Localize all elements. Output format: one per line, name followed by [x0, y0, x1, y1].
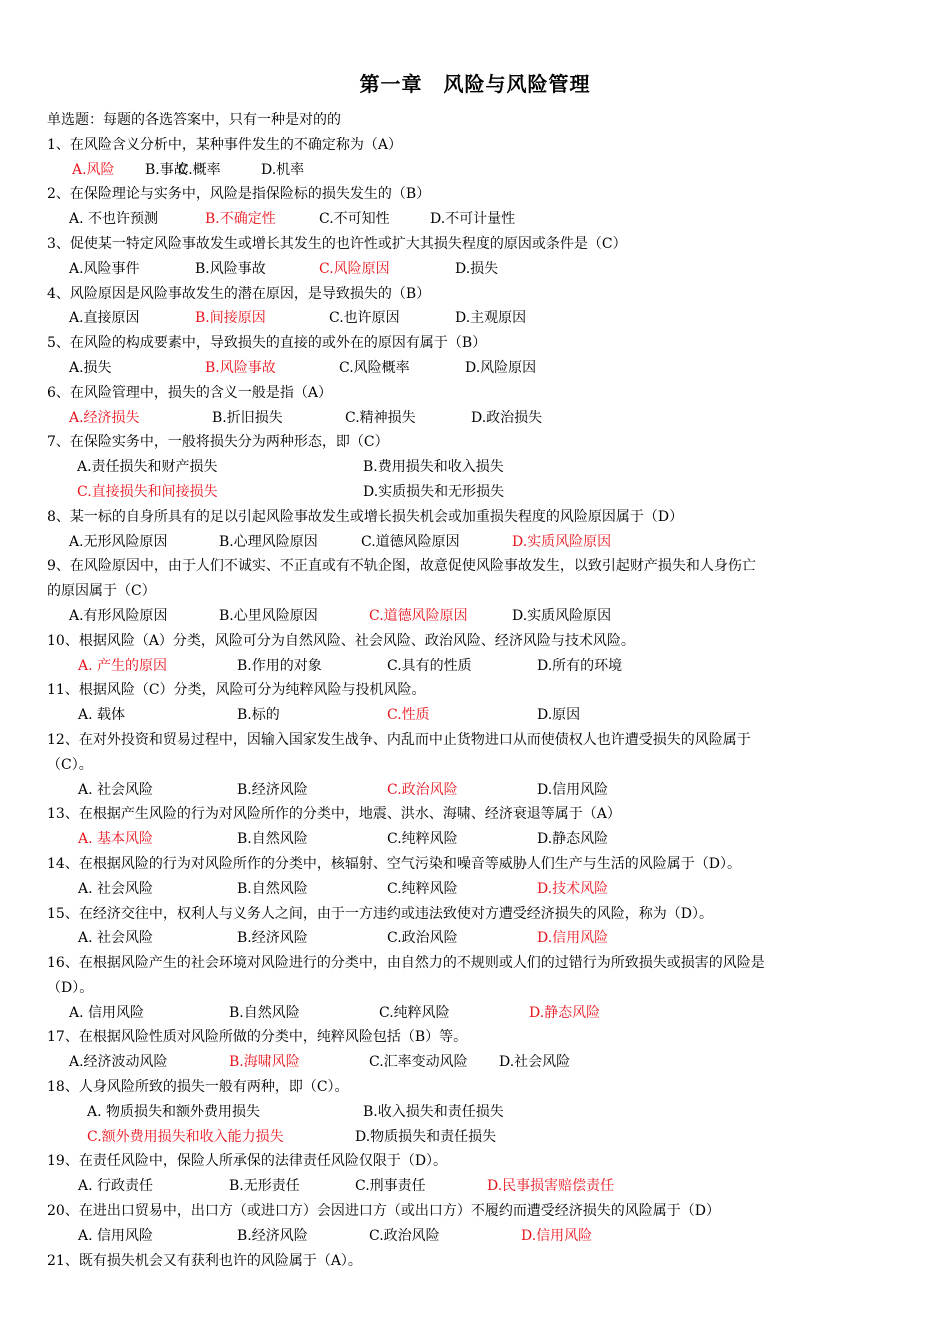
answer-option: C.汇率变动风险: [369, 1054, 468, 1071]
options-row: [47, 1001, 907, 1026]
answer-option: D.不可计量性: [430, 211, 516, 228]
question-stem: 17、在根据风险性质对风险所做的分类中，纯粹风险包括（B）等。: [47, 1029, 468, 1046]
answer-option-correct: B.不确定性: [205, 211, 276, 228]
answer-option: A.直接原因: [69, 310, 140, 327]
answer-option: C.刑事责任: [355, 1178, 426, 1195]
answer-option: D.风险原因: [465, 359, 537, 376]
answer-option: D.社会风险: [499, 1054, 571, 1071]
answer-option: A. 社会风险: [78, 880, 154, 897]
options-row: [47, 877, 907, 902]
answer-option-correct: A.经济损失: [69, 409, 140, 426]
options-row: [47, 926, 907, 951]
answer-option: C.精神损失: [345, 409, 416, 426]
answer-option: B.折旧损失: [212, 409, 283, 426]
question-stem: 1、在风险含义分析中，某种事件发生的不确定称为（A）: [47, 136, 403, 153]
answer-option-correct: C.直接损失和间接损失: [77, 483, 218, 500]
answer-option: B.无形责任: [229, 1178, 300, 1195]
question-stem: 12、在对外投资和贸易过程中，因输入国家发生战争、内乱而中止货物进口从而使债权人也许遭受损失的风险属于: [47, 731, 751, 748]
answer-option: D.政治损失: [471, 409, 543, 426]
options-row: [47, 480, 907, 505]
answer-option: D.所有的环境: [537, 657, 623, 674]
answer-option: A.无形风险原因: [69, 533, 168, 550]
question-stem: 8、某一标的自身所具有的足以引起风险事故发生或增长损失机会或加重损失程度的风险原因属于（D）: [47, 508, 684, 525]
answer-option-correct: D.民事损害赔偿责任: [487, 1178, 615, 1195]
answer-option: A.风险事件: [69, 260, 140, 277]
answer-option-correct: C.额外费用损失和收入能力损失: [87, 1128, 284, 1145]
answer-option: D.信用风险: [537, 781, 609, 798]
answer-option-correct: A.风险: [72, 161, 115, 178]
question-stem: 4、风险原因是风险事故发生的潜在原因，是导致损失的（B）: [47, 285, 431, 302]
answer-option: B.经济风险: [237, 930, 308, 947]
question-stem: 9、在风险原因中，由于人们不诚实、不正直或有不轨企图，故意促使风险事故发生，以致引起财产损失和人身伤亡: [47, 558, 756, 575]
options-row: [47, 1100, 907, 1125]
answer-option: A. 信用风险: [69, 1004, 145, 1021]
answer-option: B.心里风险原因: [219, 607, 318, 624]
question-stem: 21、既有损失机会又有获利也许的风险属于（A）。: [47, 1252, 362, 1269]
answer-option-correct: D.实质风险原因: [512, 533, 612, 550]
answer-option: A.责任损失和财产损失: [77, 459, 218, 476]
question-stem: 15、在经济交往中，权利人与义务人之间，由于一方违约或违法致使对方遭受经济损失的风险，称为（D）。: [47, 905, 714, 922]
options-row: [47, 158, 907, 183]
question-stem-continued: （D）。: [47, 979, 94, 996]
answer-option: C.政治风险: [369, 1227, 440, 1244]
question-stem: 13、在根据产生风险的行为对风险所作的分类中，地震、洪水、海啸、经济衰退等属于（A）: [47, 806, 621, 823]
answer-option: B.经济风险: [237, 1227, 308, 1244]
answer-option: C.纯粹风险: [379, 1004, 450, 1021]
question-stem: 19、在责任风险中，保险人所承保的法律责任风险仅限于（D）。: [47, 1153, 448, 1170]
question-stem: 16、在根据风险产生的社会环境对风险进行的分类中，由自然力的不规则或人们的过错行为所致损失或损害的风险是: [47, 955, 765, 972]
question-list: [47, 108, 907, 1273]
options-row: [47, 455, 907, 480]
answer-option: A. 行政责任: [78, 1178, 154, 1195]
answer-option: A. 社会风险: [78, 930, 154, 947]
intro-text: 单选题：每题的各选答案中，只有一种是对的的: [47, 112, 341, 128]
options-row: [47, 406, 907, 431]
options-row: [47, 604, 907, 629]
options-row: [47, 207, 907, 232]
answer-option-correct: C.道德风险原因: [369, 607, 468, 624]
answer-option: D.物质损失和责任损失: [355, 1128, 497, 1145]
answer-option: A. 载体: [78, 707, 126, 724]
question-stem: 20、在进出口贸易中，出口方（或进口方）会因进口方（或出口方）不履约而遭受经济损失的风险属于（D）: [47, 1203, 721, 1220]
answer-option: B.费用损失和收入损失: [363, 459, 504, 476]
answer-option-correct: D.信用风险: [537, 930, 609, 947]
options-row: [47, 1174, 907, 1199]
question-stem: 6、在风险管理中，损失的含义一般是指（A）: [47, 384, 333, 401]
answer-option: C.政治风险: [387, 930, 458, 947]
question-stem: 2、在保险理论与实务中，风险是指保险标的损失发生的（B）: [47, 186, 431, 203]
options-row: [47, 1224, 907, 1249]
options-row: [47, 257, 907, 282]
answer-option: A. 社会风险: [78, 781, 154, 798]
answer-option: C.纯粹风险: [387, 880, 458, 897]
answer-option-correct: D.静态风险: [529, 1004, 601, 1021]
answer-option: A. 物质损失和额外费用损失: [87, 1103, 261, 1120]
answer-option: B.自然风险: [229, 1004, 300, 1021]
answer-option: C.风险概率: [339, 359, 410, 376]
question-stem: 18、人身风险所致的损失一般有两种，即（C）。: [47, 1079, 349, 1096]
answer-option-correct: B.风险事故: [205, 359, 276, 376]
question-stem: 3、促使某一特定风险事故发生或增长其发生的也许性或扩大其损失程度的原因或条件是（C）: [47, 235, 627, 252]
answer-option: B.作用的对象: [237, 657, 322, 674]
answer-option: B.自然风险: [237, 880, 308, 897]
answer-option-correct: D.技术风险: [537, 880, 609, 897]
answer-option: B.自然风险: [237, 831, 308, 848]
options-row: [47, 1050, 907, 1075]
answer-option-correct: C.性质: [387, 707, 430, 724]
options-row: [47, 356, 907, 381]
answer-option: C.也许原因: [329, 310, 400, 327]
answer-option: D.损失: [455, 260, 499, 277]
answer-option-correct: A. 基本风险: [78, 831, 154, 848]
question-stem: 10、根据风险（A）分类，风险可分为自然风险、社会风险、政治风险、经济风险与技术风险。: [47, 632, 635, 649]
chapter-title: 第一章 风险与风险管理: [359, 72, 591, 96]
answer-option-correct: B.间接原因: [195, 310, 266, 327]
question-stem: 5、在风险的构成要素中，导致损失的直接的或外在的原因有属于（B）: [47, 335, 487, 352]
options-row: [47, 703, 907, 728]
options-row: [47, 827, 907, 852]
answer-option: D.静态风险: [537, 831, 609, 848]
answer-option: B.标的: [237, 707, 280, 724]
answer-option: D.机率: [261, 161, 305, 178]
answer-option: D.原因: [537, 707, 581, 724]
answer-option: B.风险事故: [195, 260, 266, 277]
question-stem: 11、根据风险（C）分类，风险可分为纯粹风险与投机风险。: [47, 682, 426, 699]
question-stem: 14、在根据风险的行为对风险所作的分类中，核辐射、空气污染和噪音等威胁人们生产与生活的风险属于（D）。: [47, 855, 742, 872]
question-stem-continued: （C）。: [47, 756, 93, 773]
answer-option: B.心理风险原因: [219, 533, 318, 550]
answer-option: A.经济波动风险: [69, 1054, 168, 1071]
options-row: [47, 1125, 907, 1150]
answer-option-correct: C.风险原因: [319, 260, 390, 277]
question-stem-continued: 的原因属于（C）: [47, 583, 156, 600]
answer-option-correct: C.政治风险: [387, 781, 458, 798]
options-row: [47, 530, 907, 555]
answer-option: B.经济风险: [237, 781, 308, 798]
answer-option: C.道德风险原因: [361, 533, 460, 550]
options-row: [47, 654, 907, 679]
answer-option: D.实质损失和无形损失: [363, 483, 505, 500]
answer-option: D.实质风险原因: [512, 607, 612, 624]
answer-option-correct: B.海啸风险: [229, 1054, 300, 1071]
question-stem: 7、在保险实务中，一般将损失分为两种形态，即（C）: [47, 434, 389, 451]
answer-option: D.主观原因: [455, 310, 527, 327]
answer-option-correct: D.信用风险: [521, 1227, 593, 1244]
answer-option: A. 不也许预测: [69, 211, 159, 228]
answer-option: B.收入损失和责任损失: [363, 1103, 504, 1120]
answer-option: C.具有的性质: [387, 657, 472, 674]
options-row: [47, 306, 907, 331]
answer-option-correct: A. 产生的原因: [78, 657, 168, 674]
answer-option: C.不可知性: [319, 211, 390, 228]
options-row: [47, 778, 907, 803]
answer-option: C.概率: [178, 161, 221, 178]
answer-option: A.有形风险原因: [69, 607, 168, 624]
answer-option: B.事故: [145, 161, 188, 178]
answer-option: A.损失: [69, 359, 112, 376]
answer-option: A. 信用风险: [78, 1227, 154, 1244]
answer-option: C.纯粹风险: [387, 831, 458, 848]
